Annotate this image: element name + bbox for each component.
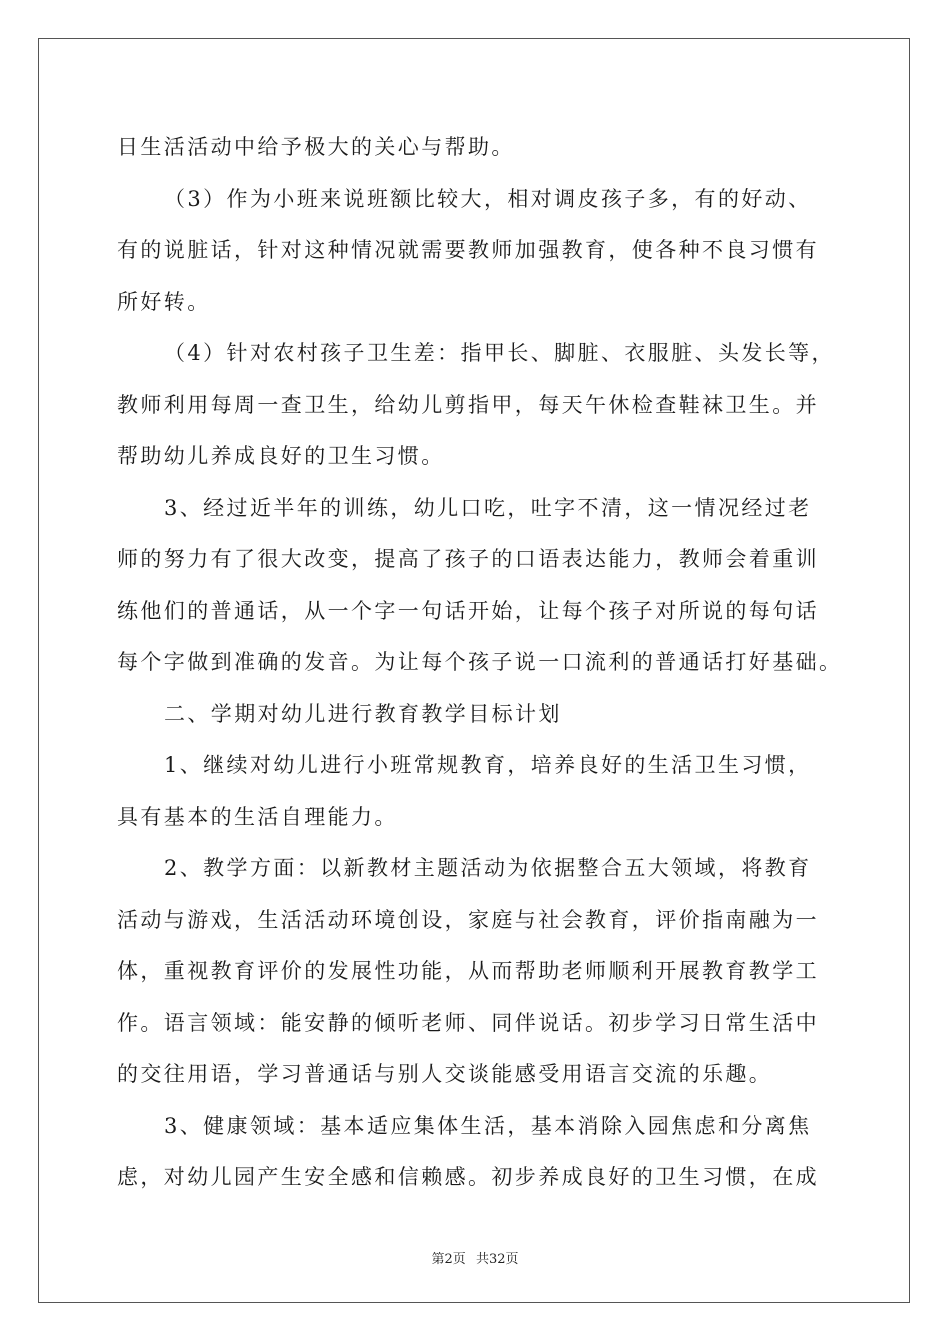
text-line: 教师利用每周一查卫生，给幼儿剪指甲，每天午休检查鞋袜卫生。并 [117,392,819,417]
text-line: 具有基本的生活自理能力。 [117,804,398,829]
text-line: 所好转。 [117,289,211,314]
text-line: 练他们的普通话，从一个字一句话开始，让每个孩子对所说的每句话 [117,598,819,623]
page-number: 第2页 [431,1252,466,1267]
text-line: 的交往用语，学习普通话与别人交谈能感受用语言交流的乐趣。 [117,1062,773,1086]
text-line: 师的努力有了很大改变，提高了孩子的口语表达能力，教师会着重训 [117,547,819,571]
document-body [117,122,843,1204]
text-line: 3、健康领域：基本适应集体生活，基本消除入园焦虑和分离焦 [164,1113,812,1138]
page-total: 共32页 [475,1252,519,1267]
text-line: 体，重视教育评价的发展性功能，从而帮助老师顺利开展教育教学工 [117,959,819,983]
text-line: 虑，对幼儿园产生安全感和信赖感。初步养成良好的卫生习惯，在成 [117,1165,819,1189]
page-footer [0,1248,950,1267]
text-line: 日生活活动中给予极大的关心与帮助。 [117,135,515,159]
text-line: 帮助幼儿养成良好的卫生习惯。 [117,444,445,468]
text-line: （3）作为小班来说班额比较大，相对调皮孩子多，有的好动、 [164,186,812,211]
text-line: （4）针对农村孩子卫生差：指甲长、脚脏、衣服脏、头发长等， [164,341,835,365]
text-line: 活动与游戏，生活活动环境创设，家庭与社会教育，评价指南融为一 [117,907,819,932]
text-line: 3、经过近半年的训练，幼儿口吃，吐字不清，这一情况经过老 [164,495,812,520]
text-line: 每个字做到准确的发音。为让每个孩子说一口流利的普通话打好基础。 [117,650,843,674]
text-line: 1、继续对幼儿进行小班常规教育，培养良好的生活卫生习惯， [164,753,812,777]
text-line: 有的说脏话，针对这种情况就需要教师加强教育，使各种不良习惯有 [117,238,819,262]
text-line: 二、学期对幼儿进行教育教学目标计划 [164,701,562,726]
text-line: 作。语言领域：能安静的倾听老师、同伴说话。初步学习日常生活中 [117,1010,819,1035]
text-line: 2、教学方面：以新教材主题活动为依据整合五大领域，将教育 [164,856,812,880]
